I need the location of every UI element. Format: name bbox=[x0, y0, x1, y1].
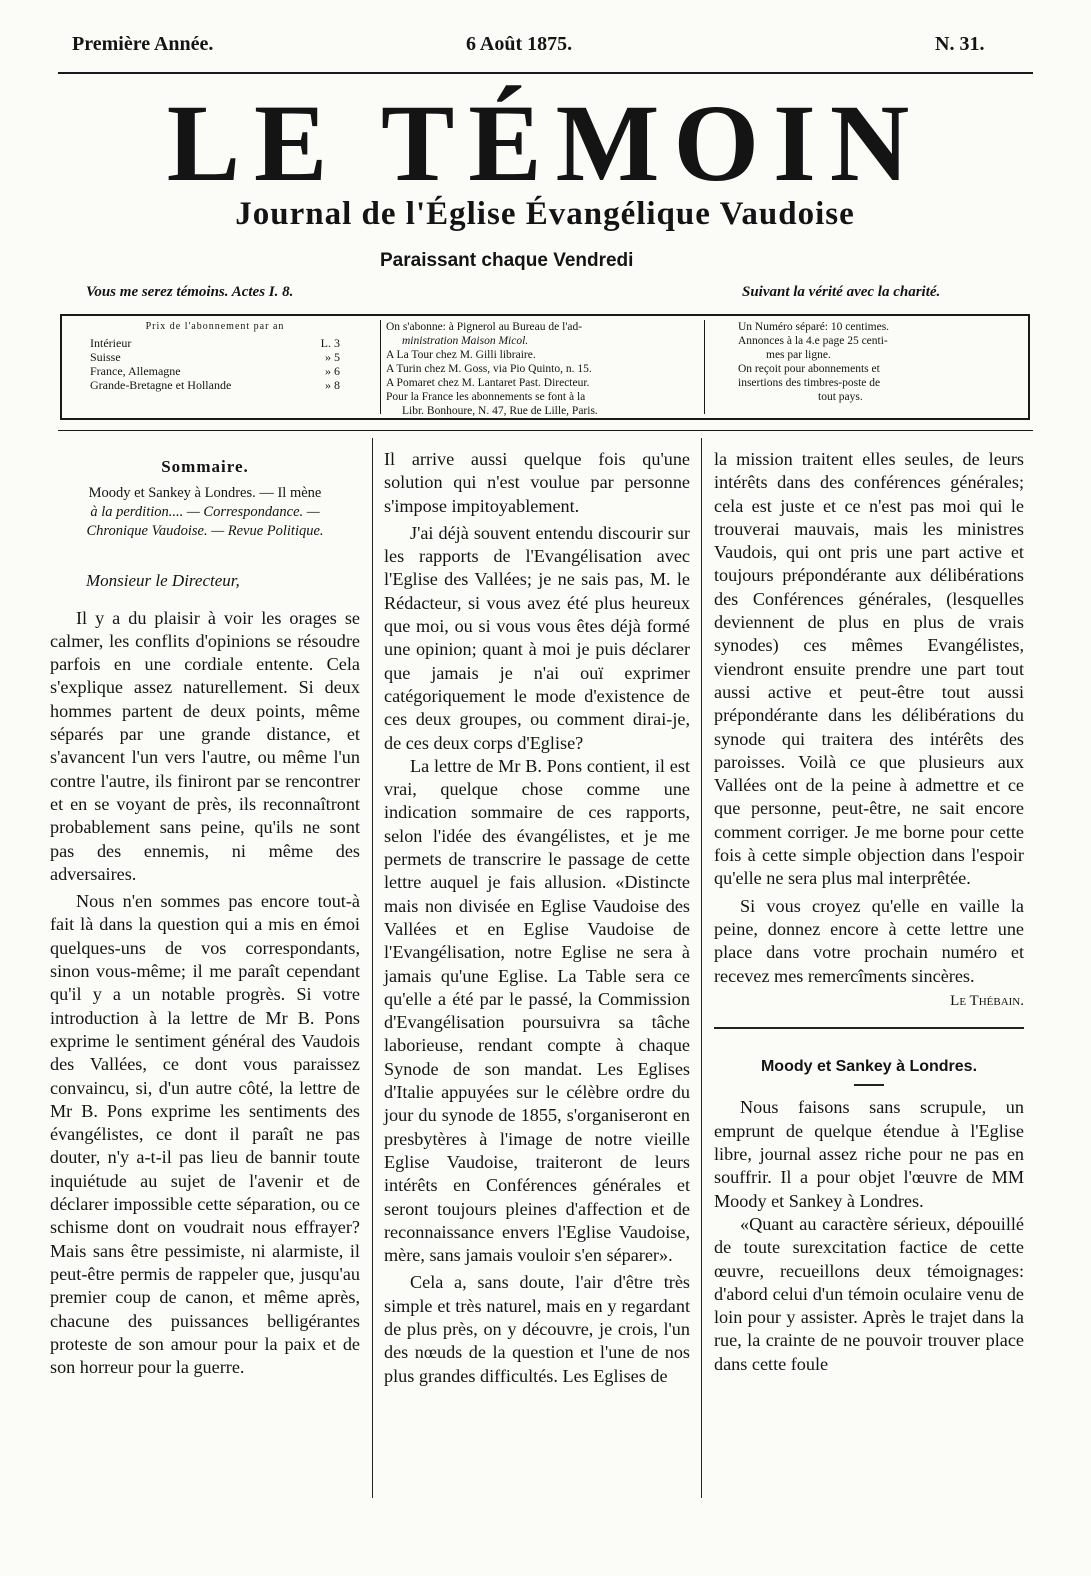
column-1 bbox=[50, 455, 360, 1379]
letter-paragraph: Il arrive aussi quelque fois qu'une solution qui n'est voulue par personne s'impose impitoyablement. bbox=[384, 449, 690, 516]
issue-date: 6 Août 1875. bbox=[466, 33, 573, 55]
letter-paragraph: Cela a, sans doute, l'air d'être très simple et très naturel, mais en y regardant de plus près, on y découvre, je crois, l'un des nœuds de la question et l'une de nos plus grandes difficultés. Les Eglises de bbox=[384, 1272, 690, 1386]
subscription-locations: On s'abonne: à Pignerol au Bureau de l'ad- ministration Maison Micol. A La Tour chez M. Gilli libraire. A Turin chez M. Goss, via Pio Quinto, n. 15. A Pomaret chez M. Lantaret Past. Directeur. Pour la France les abonnements se font à la Libr. Bonhoure, N. 47, Rue de Lille, Paris. bbox=[386, 321, 598, 417]
motto-right: Suivant la vérité avec la charité. bbox=[742, 284, 941, 300]
header-rule bbox=[58, 72, 1033, 74]
letter-paragraph: la mission traitent elles seules, de leurs intérêts dans des conférences générales; cela est juste et ce n'est pas moi qui le trouverai mauvais, mais les ministres Vaudois, qui ont pris une part active et toujours prépondérante aux délibérations des Conférences générales, (lesquelles deviennent de plus en plus de vrais synodes) ces mêmes Evangélistes, viendront ensuite prendre une part tout aussi active et peut-être tout aussi prépondérante dans les délibérations du synode qui traitera des intérêts des paroisses. Voilà ce que plusieurs aux Vallées ont de la peine à admettre et ce que personne, peut-être, ne sait encore comment corriger. Je me borne pour cette fois à cette simple objection dans l'espoir qu'elle ne sera plus mal interprêtée. bbox=[714, 449, 1024, 889]
subscription-box bbox=[60, 314, 1030, 420]
masthead-subtitle: Journal de l'Église Évangélique Vaudoise bbox=[235, 196, 855, 232]
year-label: Première Année. bbox=[72, 33, 214, 55]
moody-heading: Moody et Sankey à Londres. bbox=[760, 1058, 978, 1076]
subscription-notes: Un Numéro séparé: 10 centimes. Annonces à la 4.e page 25 centi- mes par ligne. On reçoit pour abonnements et insertions des timbres-poste de tout pays. bbox=[738, 321, 890, 403]
motto-left: Vous me serez témoins. Actes I. 8. bbox=[86, 284, 294, 300]
price-list bbox=[90, 320, 340, 392]
price-title: Prix de l'abonnement par an bbox=[145, 321, 285, 332]
price-row: Grande-Bretagne et Hollande » 8 bbox=[90, 378, 340, 392]
letter-signature: Le Thébain. bbox=[950, 992, 1024, 1009]
section-rule bbox=[714, 1027, 1024, 1029]
article-paragraph: Nous faisons sans scrupule, un emprunt de quelque étendue à l'Eglise libre, journal assez riche pour ne pas en souffrir. Il a pour objet l'œuvre de MM Moody et Sankey à Londres. bbox=[714, 1097, 1024, 1211]
issue-number: N. 31. bbox=[935, 33, 985, 55]
sommaire-text: Moody et Sankey à Londres. — Il mène à la perdition.... — Correspondance. — Chronique Vaudoise. — Revue Politique. bbox=[86, 485, 324, 540]
letter-salutation: Monsieur le Directeur, bbox=[86, 571, 240, 591]
price-row: France, Allemagne » 6 bbox=[90, 364, 340, 378]
price-row: Suisse » 5 bbox=[90, 350, 340, 364]
letter-paragraph: La lettre de Mr B. Pons contient, il est vrai, quelque chose comme une indication sommaire de ces rapports, selon l'idée des évangélistes, et je me permets de transcrire le passage de cette lettre auquel je fais allusion. «Distincte mais non divisée en Eglise Vaudoise des Vallées et en Eglise Vaudoise de l'Evangélisation, notre Eglise ne sera à jamais qu'une Eglise. La Table sera ce qu'elle a été par le passé, la Commission d'Evangélisation poursuivra sa tâche laborieuse, rendant compte à chaque Synode de son mandat. Les Eglises d'Italie appuyées sur le célèbre ordre du jour du synode de 1855, s'organiseront en presbytères à l'image de notre vieille Eglise Vaudoise, traiteront de leurs intérêts en Conférences générales et seront toujours pleines d'affection et de reconnaissance envers l'Eglise Vaudoise, mère, sans jamais vouloir s'en séparer». bbox=[384, 755, 690, 1266]
letter-paragraph: Il y a du plaisir à voir les orages se calmer, les conflits d'opinions se résoudre parfois en une cordiale entente. Cela s'explique assez naturellement. Si deux hommes partent de deux points, même séparés par une grande distance, et s'avancent l'un vers l'autre, ou même l'un contre l'autre, ils finiront par se rencontrer et en se voyant de près, ils reconnaîtront probablement sans peine, qu'ils ne sont pas des ennemis, ni même des adversaires. bbox=[50, 607, 360, 884]
sommaire-heading: Sommaire. bbox=[161, 457, 249, 476]
price-row: Intérieur L. 3 bbox=[90, 336, 340, 350]
publication-frequency: Paraissant chaque Vendredi bbox=[380, 250, 634, 271]
masthead-title: LE TÉMOIN bbox=[166, 82, 924, 204]
column-2 bbox=[384, 448, 690, 1388]
box-divider bbox=[704, 320, 705, 414]
column-rule bbox=[372, 438, 373, 1498]
heading-dash bbox=[854, 1084, 884, 1086]
letter-paragraph: Nous n'en sommes pas encore tout-à fait là dans la question qui a mis en émoi quelques-uns de vos correspondants, sinon vous-même; il me paraît cependant qu'il y a un notable progrès. Si votre introduction à la lettre de Mr B. Pons exprime le sentiment général des Vaudois des Vallées, ce dont vous paraissez convaincu, si, d'un autre côté, la lettre de Mr B. Pons exprime les sentiments des évangélistes, ce dont il paraît ne pas douter, n'y a-t-il pas lieu de bannir toute inquiétude au sujet de l'avenir et de déclarer impossible cette séparation, ou ce schisme dont on voudrait nous effrayer? Mais sans être pessimiste, ni alarmiste, il peut-être permis de rappeler que, jusqu'au premier coup de canon, et même après, chacune des puissances belligérantes proteste de son amour pour la paix et de son horreur pour la guerre. bbox=[50, 891, 360, 1378]
box-divider bbox=[380, 320, 381, 414]
article-paragraph: «Quant au caractère sérieux, dépouillé de toute surexcitation factice de cette œuvre, recueillons deux témoignages: d'abord celui d'un témoin oculaire venu de loin pour y assister. Après le trajet dans la rue, la crainte de ne pouvoir trouver place dans cette foule bbox=[714, 1213, 1024, 1374]
letter-paragraph: J'ai déjà souvent entendu discourir sur les rapports de l'Evangélisation avec l'Eglise des Vallées; je ne sais pas, M. le Rédacteur, si vous avez été plus heureux que moi, ou si vous vous êtes déjà formé une opinion; quant à moi je puis déclarer que jamais je n'ai ouï exprimer catégoriquement le mode d'existence de ces deux groupes, ou comment dirai-je, de ces deux corps d'Eglise? bbox=[384, 522, 690, 753]
box-bottom-rule bbox=[58, 430, 1033, 431]
letter-paragraph: Si vous croyez qu'elle en vaille la peine, donnez encore à cette lettre une place dans votre prochain numéro et recevez mes remercîments sincères. bbox=[714, 895, 1024, 986]
column-3 bbox=[714, 448, 1024, 1376]
column-rule bbox=[701, 438, 702, 1498]
